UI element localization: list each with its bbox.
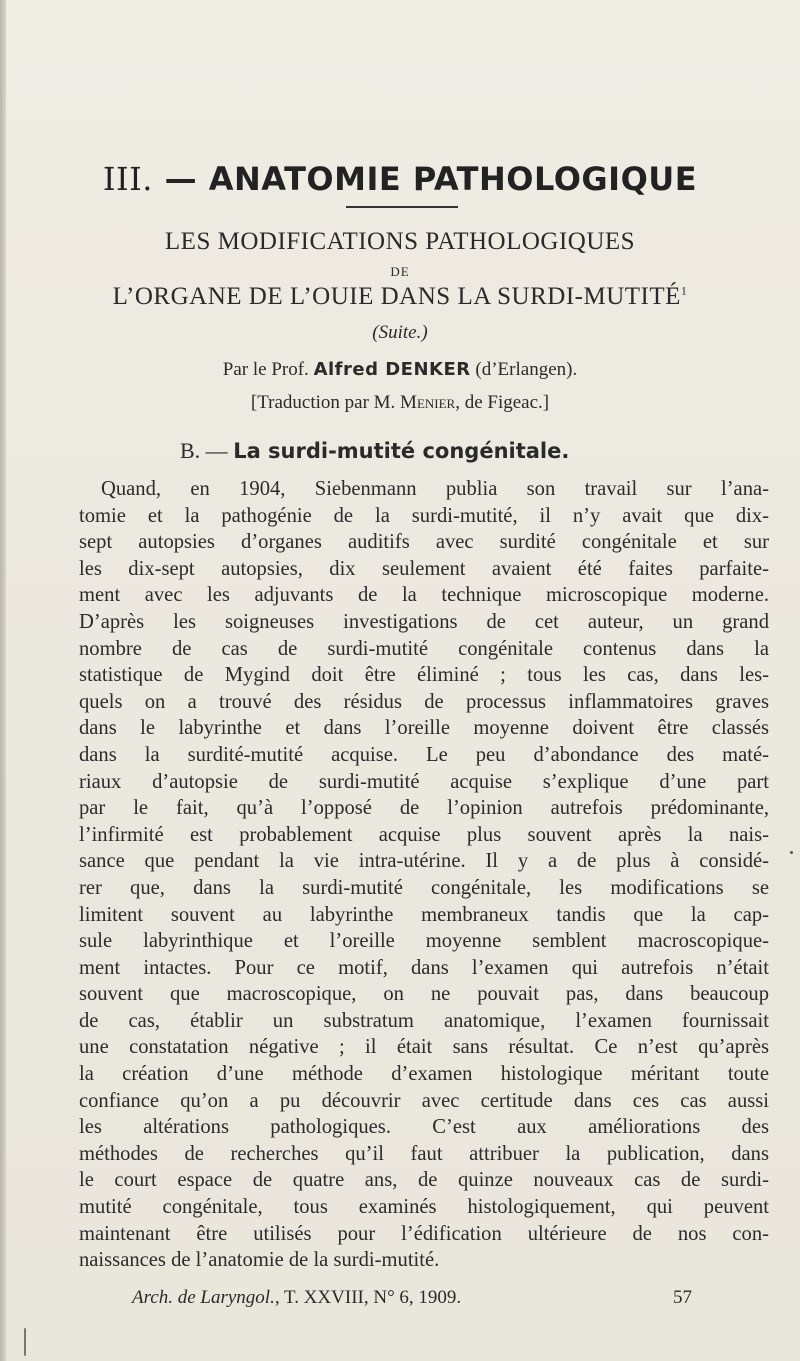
body-line: Quand, en 1904, Siebenmann publia son travail sur l’ana-: [101, 478, 769, 500]
article-title-line-2: DE: [390, 264, 410, 279]
body-line: une constatation négative ; il était sans résultat. Ce n’est qu’après: [79, 1036, 769, 1059]
paper-mark: [24, 1328, 26, 1356]
body-line: mutité congénitale, tous examinés histologiquement, qui peuvent: [79, 1196, 769, 1219]
body-line: statistique de Mygind doit être éliminé ; tous les cas, dans les-: [79, 664, 769, 687]
continuation-note: (Suite.): [372, 322, 428, 343]
article-title-line-3: [0, 283, 800, 311]
article-title-line-3-text: L’ORGANE DE L’OUIE DANS LA SURDI-MUTITÉ: [112, 283, 681, 310]
body-line: tomie et la pathogénie de la surdi-mutité, il n’y avait que dix-: [79, 504, 769, 527]
body-line: dans la surdité-mutité acquise. Le peu d’abondance des maté-: [79, 743, 769, 766]
body-line: sept autopsies d’organes auditifs avec surdité congénitale et sur: [79, 531, 769, 554]
body-line: les dix-sept autopsies, dix seulement avaient été faites parfaite-: [79, 557, 769, 580]
body-line: dans le labyrinthe et dans l’oreille moyenne doivent être classés: [79, 717, 769, 740]
body-line: méthodes de recherches qu’il faut attribuer la publication, dans: [79, 1142, 769, 1165]
section-heading: [0, 160, 800, 198]
byline-prefix: Par le Prof.: [222, 359, 309, 380]
body-line: les altérations pathologiques. C’est aux améliorations des: [79, 1116, 769, 1139]
section-dash: —: [164, 160, 198, 198]
body-line: ment intactes. Pour ce motif, dans l’examen qui autrefois n’était: [79, 956, 769, 979]
body-line: par le fait, qu’à l’opposé de l’opinion autrefois prédominante,: [79, 797, 769, 820]
body-line: sance que pendant la vie intra-utérine. Il y a de plus à considé-: [79, 850, 769, 873]
journal-name: Arch. de Laryngol.,: [132, 1287, 280, 1308]
body-line: naissances de l’anatomie de la surdi-mutité.: [79, 1249, 440, 1272]
heading-rule: [346, 206, 458, 208]
page-spine-shadow: [0, 0, 6, 1361]
paper-speck: [790, 851, 793, 854]
section-number: III.: [102, 160, 153, 198]
author-affiliation: (d’Erlangen).: [475, 359, 578, 380]
translator-name: Menier: [400, 392, 456, 413]
body-line: sule labyrinthique et l’oreille moyenne semblent macroscopique-: [79, 930, 769, 953]
body-line: ment avec les adjuvants de la technique microscopique moderne.: [79, 584, 769, 607]
body-line: de cas, établir un substratum anatomique, l’examen fournissait: [79, 1009, 769, 1032]
body-paragraph: [79, 476, 769, 1274]
body-line: confiance qu’on a pu découvrir avec certitude dans ces cas aussi: [79, 1089, 769, 1112]
subsection-title: La surdi-mutité congénitale.: [233, 439, 570, 463]
body-line: maintenant être utilisés pour l’édification ultérieure de nos con-: [79, 1222, 769, 1245]
page-footer: [132, 1287, 692, 1309]
translation-suffix: , de Figeac.]: [455, 392, 550, 413]
subsection-label: B. —: [180, 438, 228, 463]
footnote-mark[interactable]: 1: [680, 283, 688, 298]
translation-credit: [0, 392, 800, 414]
body-line: le court espace de quatre ans, de quinze nouveaux cas de surdi-: [79, 1169, 769, 1192]
body-line: souvent que macroscopique, on ne pouvait pas, dans beaucoup: [79, 983, 769, 1006]
section-title: ANATOMIE PATHOLOGIQUE: [208, 160, 698, 198]
body-line: D’après les soigneuses investigations de cet auteur, un grand: [79, 610, 769, 633]
body-line: rer que, dans la surdi-mutité congénitale, les modifications se: [79, 876, 769, 899]
body-line: riaux d’autopsie de surdi-mutité acquise s’explique d’une part: [79, 770, 769, 793]
author-name: Alfred DENKER: [313, 359, 471, 380]
body-line: limitent souvent au labyrinthe membraneux tandis que la cap-: [79, 903, 769, 926]
article-title-line-1: LES MODIFICATIONS PATHOLOGIQUES: [164, 228, 636, 255]
journal-citation: T. XXVIII, N° 6, 1909.: [284, 1287, 462, 1308]
page-number: 57: [673, 1287, 692, 1308]
body-line: l’infirmité est probablement acquise plus souvent après la nais-: [79, 823, 769, 846]
body-line: nombre de cas de surdi-mutité congénitale contenus dans la: [79, 637, 769, 660]
translation-prefix: [Traduction par M.: [250, 392, 396, 413]
body-line: quels on a trouvé des résidus de processus inflammatoires graves: [79, 690, 769, 713]
subsection-heading: [180, 438, 569, 464]
byline: [0, 359, 800, 381]
body-line: la création d’une méthode d’examen histologique méritant toute: [79, 1063, 769, 1086]
